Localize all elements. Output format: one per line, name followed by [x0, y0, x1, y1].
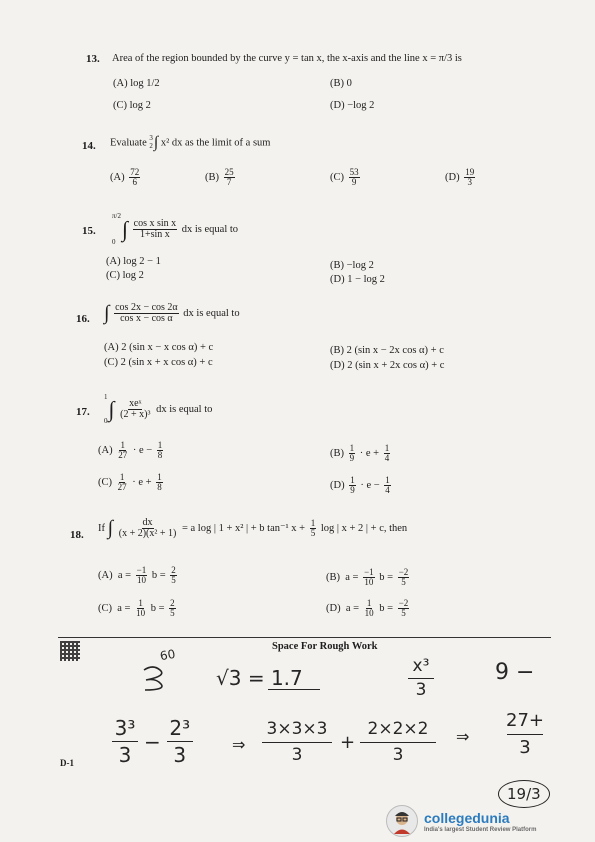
q16-option-d: (D) 2 (sin x + 2x cos α) + c: [330, 360, 445, 371]
hw-frac-1: [112, 718, 138, 765]
q14-a-num: 72: [130, 167, 140, 177]
q18-fifth-num: 1: [310, 518, 316, 528]
q18-d-afrac: [364, 599, 375, 618]
q17-a-d2: 8: [157, 450, 163, 460]
hw-2x2x2: 2×2×2: [367, 719, 429, 739]
q18-tail-b: log | x + 2 | + c, then: [320, 522, 408, 534]
handwriting-60: 60: [158, 646, 177, 664]
q18-b-b-pre: b =: [379, 571, 394, 583]
q18-option-a: [98, 566, 179, 585]
hw-3-den2: 3: [173, 743, 187, 767]
handwriting-arrow-1: ⇒: [232, 735, 246, 754]
q17-a-frac2: [157, 441, 164, 460]
q14-option-a: [110, 168, 142, 187]
q18-c-afrac: [135, 599, 146, 618]
q18-a-bd: 5: [171, 575, 176, 585]
q18-integrand: [118, 518, 178, 539]
question-17-number: 17.: [76, 406, 90, 418]
q17-d-d2: 4: [385, 485, 390, 495]
q18-option-b: [326, 568, 411, 587]
q17-c-d2: 8: [157, 482, 162, 492]
q18-a-afrac: [136, 566, 148, 585]
q18-c-bn: 2: [170, 598, 175, 608]
q18-b-a-pre: a =: [345, 571, 359, 583]
question-16-number: 16.: [76, 313, 90, 325]
q18-option-d: [326, 599, 411, 618]
q17-b-n2: 1: [384, 443, 390, 453]
q18-b-bfrac: [398, 568, 410, 587]
q16-option-a: (A) 2 (sin x − x cos α) + c: [104, 342, 214, 353]
q17-b-frac2: [384, 444, 391, 463]
q18-a-ad: 10: [136, 575, 146, 585]
question-13-text: Area of the region bounded by the curve y = tan x, the x-axis and the line x = π/3 is: [112, 53, 462, 64]
q14-d-label: (D): [445, 171, 460, 183]
hw-minus: −: [144, 729, 161, 754]
rough-work-divider: [58, 637, 551, 638]
qr-code-icon: [60, 641, 80, 661]
q14-a-label: (A): [110, 171, 125, 183]
q18-option-c: [98, 599, 178, 618]
q14-c-num: 53: [349, 167, 359, 177]
q14-expression: x² dx as the limit of a sum: [160, 137, 271, 149]
q14-evaluate: Evaluate: [110, 137, 147, 149]
q17-limits: [104, 394, 108, 425]
q17-d-d1: 9: [350, 485, 355, 495]
handwriting-sqrt3: √3 = 1.7: [216, 666, 303, 690]
question-18-number: 18.: [70, 529, 84, 541]
q14-c-den: 9: [351, 177, 357, 187]
q17-a-n2: 1: [157, 440, 163, 450]
q18-a-bn: 2: [171, 565, 176, 575]
q18-d-label: (D): [326, 602, 341, 614]
question-16-text: [104, 302, 240, 325]
q18-c-bd: 5: [170, 608, 175, 618]
question-14-number: 14.: [82, 140, 96, 152]
q18-a-label: (A): [98, 569, 113, 581]
hw-2-cubed: 2³: [169, 716, 191, 740]
q17-c-mid: · e +: [132, 476, 152, 488]
q17-a-n1: 1: [120, 440, 125, 450]
q18-d-b-pre: b =: [379, 602, 394, 614]
q17-d-label: (D): [330, 479, 345, 491]
question-15-text: [112, 213, 238, 246]
q14-option-d: [445, 168, 477, 187]
question-17-text: [104, 394, 212, 425]
q18-if: If: [98, 522, 105, 534]
q17-d-frac2: [384, 476, 391, 495]
q17-b-n1: 1: [349, 443, 355, 453]
q18-c-an: 1: [138, 598, 143, 608]
handwriting-underline: [268, 689, 320, 690]
question-18-text: [98, 517, 407, 540]
q16-option-b: (B) 2 (sin x − 2x cos α) + c: [330, 345, 444, 356]
integral-sign: ∫: [107, 517, 114, 539]
hw-frac-2: [167, 718, 193, 765]
q17-denominator: (2 + x)³: [120, 409, 151, 421]
handwriting-x3-over-3: [408, 658, 434, 699]
q14-b-den: 7: [226, 177, 232, 187]
hw-3: 3: [415, 680, 427, 700]
q18-d-an: 1: [366, 598, 372, 608]
q14-c-label: (C): [330, 171, 344, 183]
q17-d-n2: 1: [385, 475, 390, 485]
q17-b-frac1: [349, 444, 356, 463]
integral-sign: ∫: [108, 396, 115, 422]
handwriting-arrow-2: ⇒: [456, 727, 470, 746]
collegedunia-logo: [386, 805, 536, 837]
hw-2x2x2-den: 3: [392, 745, 404, 765]
q18-c-label: (C): [98, 602, 112, 614]
q14-d-fraction: [464, 168, 475, 187]
q17-c-n2: 1: [157, 472, 162, 482]
q17-c-frac1: [117, 473, 128, 492]
q18-numerator: dx: [142, 517, 153, 528]
q13-option-a: (A) log 1/2: [113, 78, 160, 89]
q15-lower-limit: 0: [112, 237, 116, 246]
q16-integrand: [114, 303, 179, 324]
q17-b-label: (B): [330, 447, 344, 459]
q13-option-b: (B) 0: [330, 78, 352, 89]
q17-c-d1: 27: [117, 482, 127, 492]
rough-work-title: Space For Rough Work: [272, 641, 378, 652]
q17-numerator: xeˣ: [129, 398, 142, 410]
q16-tail: dx is equal to: [183, 307, 240, 319]
handwriting-27-plus: [506, 712, 544, 757]
integral-sign: ∫: [153, 134, 159, 151]
q18-denominator: (x + 2)(x² + 1): [118, 528, 177, 539]
q14-c-fraction: [349, 168, 360, 187]
q14-d-num: 19: [465, 167, 475, 177]
q17-option-c: [98, 473, 165, 492]
q17-upper-limit: 1: [104, 393, 108, 401]
q18-fifth-den: 5: [310, 528, 316, 538]
q18-d-bd: 5: [401, 608, 406, 618]
q17-d-mid: · e −: [360, 479, 380, 491]
hw-27: 27+: [506, 710, 544, 731]
q17-a-mid: · e −: [132, 444, 153, 456]
q14-a-fraction: [129, 168, 140, 187]
q15-option-c: (C) log 2: [106, 270, 144, 281]
q15-integrand: [133, 219, 178, 240]
q17-option-b: [330, 444, 392, 463]
hw-bar: [408, 678, 434, 679]
q18-a-an: −1: [136, 565, 147, 575]
hw-27-den: 3: [519, 737, 531, 758]
q18-b-an: −1: [364, 567, 374, 577]
q14-d-den: 3: [467, 177, 472, 187]
q16-denominator: cos x − cos α: [120, 313, 173, 324]
q15-option-a: (A) log 2 − 1: [106, 256, 161, 267]
q18-tail-a: = a log | 1 + x² | + b tan⁻¹ x +: [181, 522, 306, 534]
integral-sign: ∫: [121, 216, 129, 242]
q14-limits: [149, 135, 153, 150]
q14-upper-limit: 3: [149, 134, 153, 143]
q17-option-d: [330, 476, 393, 495]
q16-option-c: (C) 2 (sin x + x cos α) + c: [104, 357, 213, 368]
q17-a-d1: 27: [118, 450, 128, 460]
q16-numerator: cos 2x − cos 2α: [115, 302, 178, 313]
q17-c-label: (C): [98, 476, 112, 488]
q18-d-ad: 10: [364, 608, 374, 618]
student-avatar-icon: [386, 805, 418, 837]
hw-3x3x3: 3×3×3: [266, 719, 328, 739]
handwriting-19-3-circled: 19/3: [498, 780, 550, 808]
q18-a-b-pre: b =: [151, 569, 166, 581]
q18-d-a-pre: a =: [345, 602, 360, 614]
q13-option-d: (D) −log 2: [330, 100, 375, 111]
q17-c-n1: 1: [119, 472, 125, 482]
page-code: D-1: [60, 758, 74, 768]
q15-upper-limit: π/2: [112, 212, 121, 220]
hw-3-den: 3: [118, 743, 132, 767]
q15-denominator: 1+sin x: [139, 229, 170, 241]
q17-lower-limit: 0: [104, 416, 108, 425]
q13-option-c: (C) log 2: [113, 100, 151, 111]
q18-d-bn: −2: [398, 598, 409, 608]
q18-one-fifth: [310, 519, 317, 538]
question-15-number: 15.: [82, 225, 96, 237]
q18-b-bn: −2: [398, 567, 409, 577]
q14-option-b: [205, 168, 237, 187]
q18-c-a-pre: a =: [117, 602, 131, 614]
q18-c-b-pre: b =: [150, 602, 165, 614]
handwriting-2x2x2: [360, 721, 436, 764]
logo-wordmark: collegedunia: [424, 809, 510, 826]
q15-option-d: (D) 1 − log 2: [330, 274, 385, 285]
q17-b-d1: 9: [349, 453, 355, 463]
q17-tail: dx is equal to: [156, 404, 213, 416]
q18-b-label: (B): [326, 571, 340, 583]
q17-b-d2: 4: [384, 453, 390, 463]
q17-d-frac1: [349, 476, 356, 495]
q17-a-label: (A): [98, 444, 113, 456]
q18-a-a-pre: a =: [117, 569, 132, 581]
q17-option-a: [98, 441, 165, 460]
handwriting-cubes: [112, 718, 193, 765]
q18-c-bfrac: [169, 599, 176, 618]
handwriting-9-minus: 9 −: [495, 660, 535, 685]
q18-d-bfrac: [398, 599, 410, 618]
question-14-text: [110, 134, 270, 152]
q14-b-fraction: [224, 168, 235, 187]
q15-tail: dx is equal to: [181, 224, 239, 236]
q18-b-bd: 5: [401, 577, 406, 587]
handwriting-plus: +: [340, 732, 356, 753]
hw-3-cubed: 3³: [114, 716, 136, 740]
logo-tagline: India's largest Student Review Platform: [424, 826, 537, 833]
q14-b-num: 25: [224, 167, 234, 177]
question-13-number: 13.: [86, 53, 100, 65]
hw-3x3x3-den: 3: [291, 745, 303, 765]
q17-integrand: [119, 399, 151, 420]
hw-x3: x³: [412, 656, 430, 676]
q15-limits: [112, 213, 121, 246]
integral-sign: ∫: [104, 302, 110, 324]
q18-c-ad: 10: [136, 608, 146, 618]
q14-option-c: [330, 168, 362, 187]
q17-c-frac2: [156, 473, 163, 492]
q14-a-den: 6: [132, 177, 137, 187]
handwriting-3x3x3: [262, 721, 332, 764]
q15-option-b: (B) −log 2: [330, 260, 374, 271]
q17-d-n1: 1: [350, 475, 355, 485]
q15-numerator: cos x sin x: [133, 218, 177, 230]
q14-lower-limit: 2: [149, 142, 153, 150]
q18-a-bfrac: [170, 566, 177, 585]
q17-b-mid: · e +: [359, 447, 380, 459]
q18-b-afrac: [363, 568, 375, 587]
q18-b-ad: 10: [364, 577, 374, 587]
q17-a-frac1: [117, 441, 128, 460]
q14-b-label: (B): [205, 171, 219, 183]
handwriting-scribble: [142, 664, 164, 692]
